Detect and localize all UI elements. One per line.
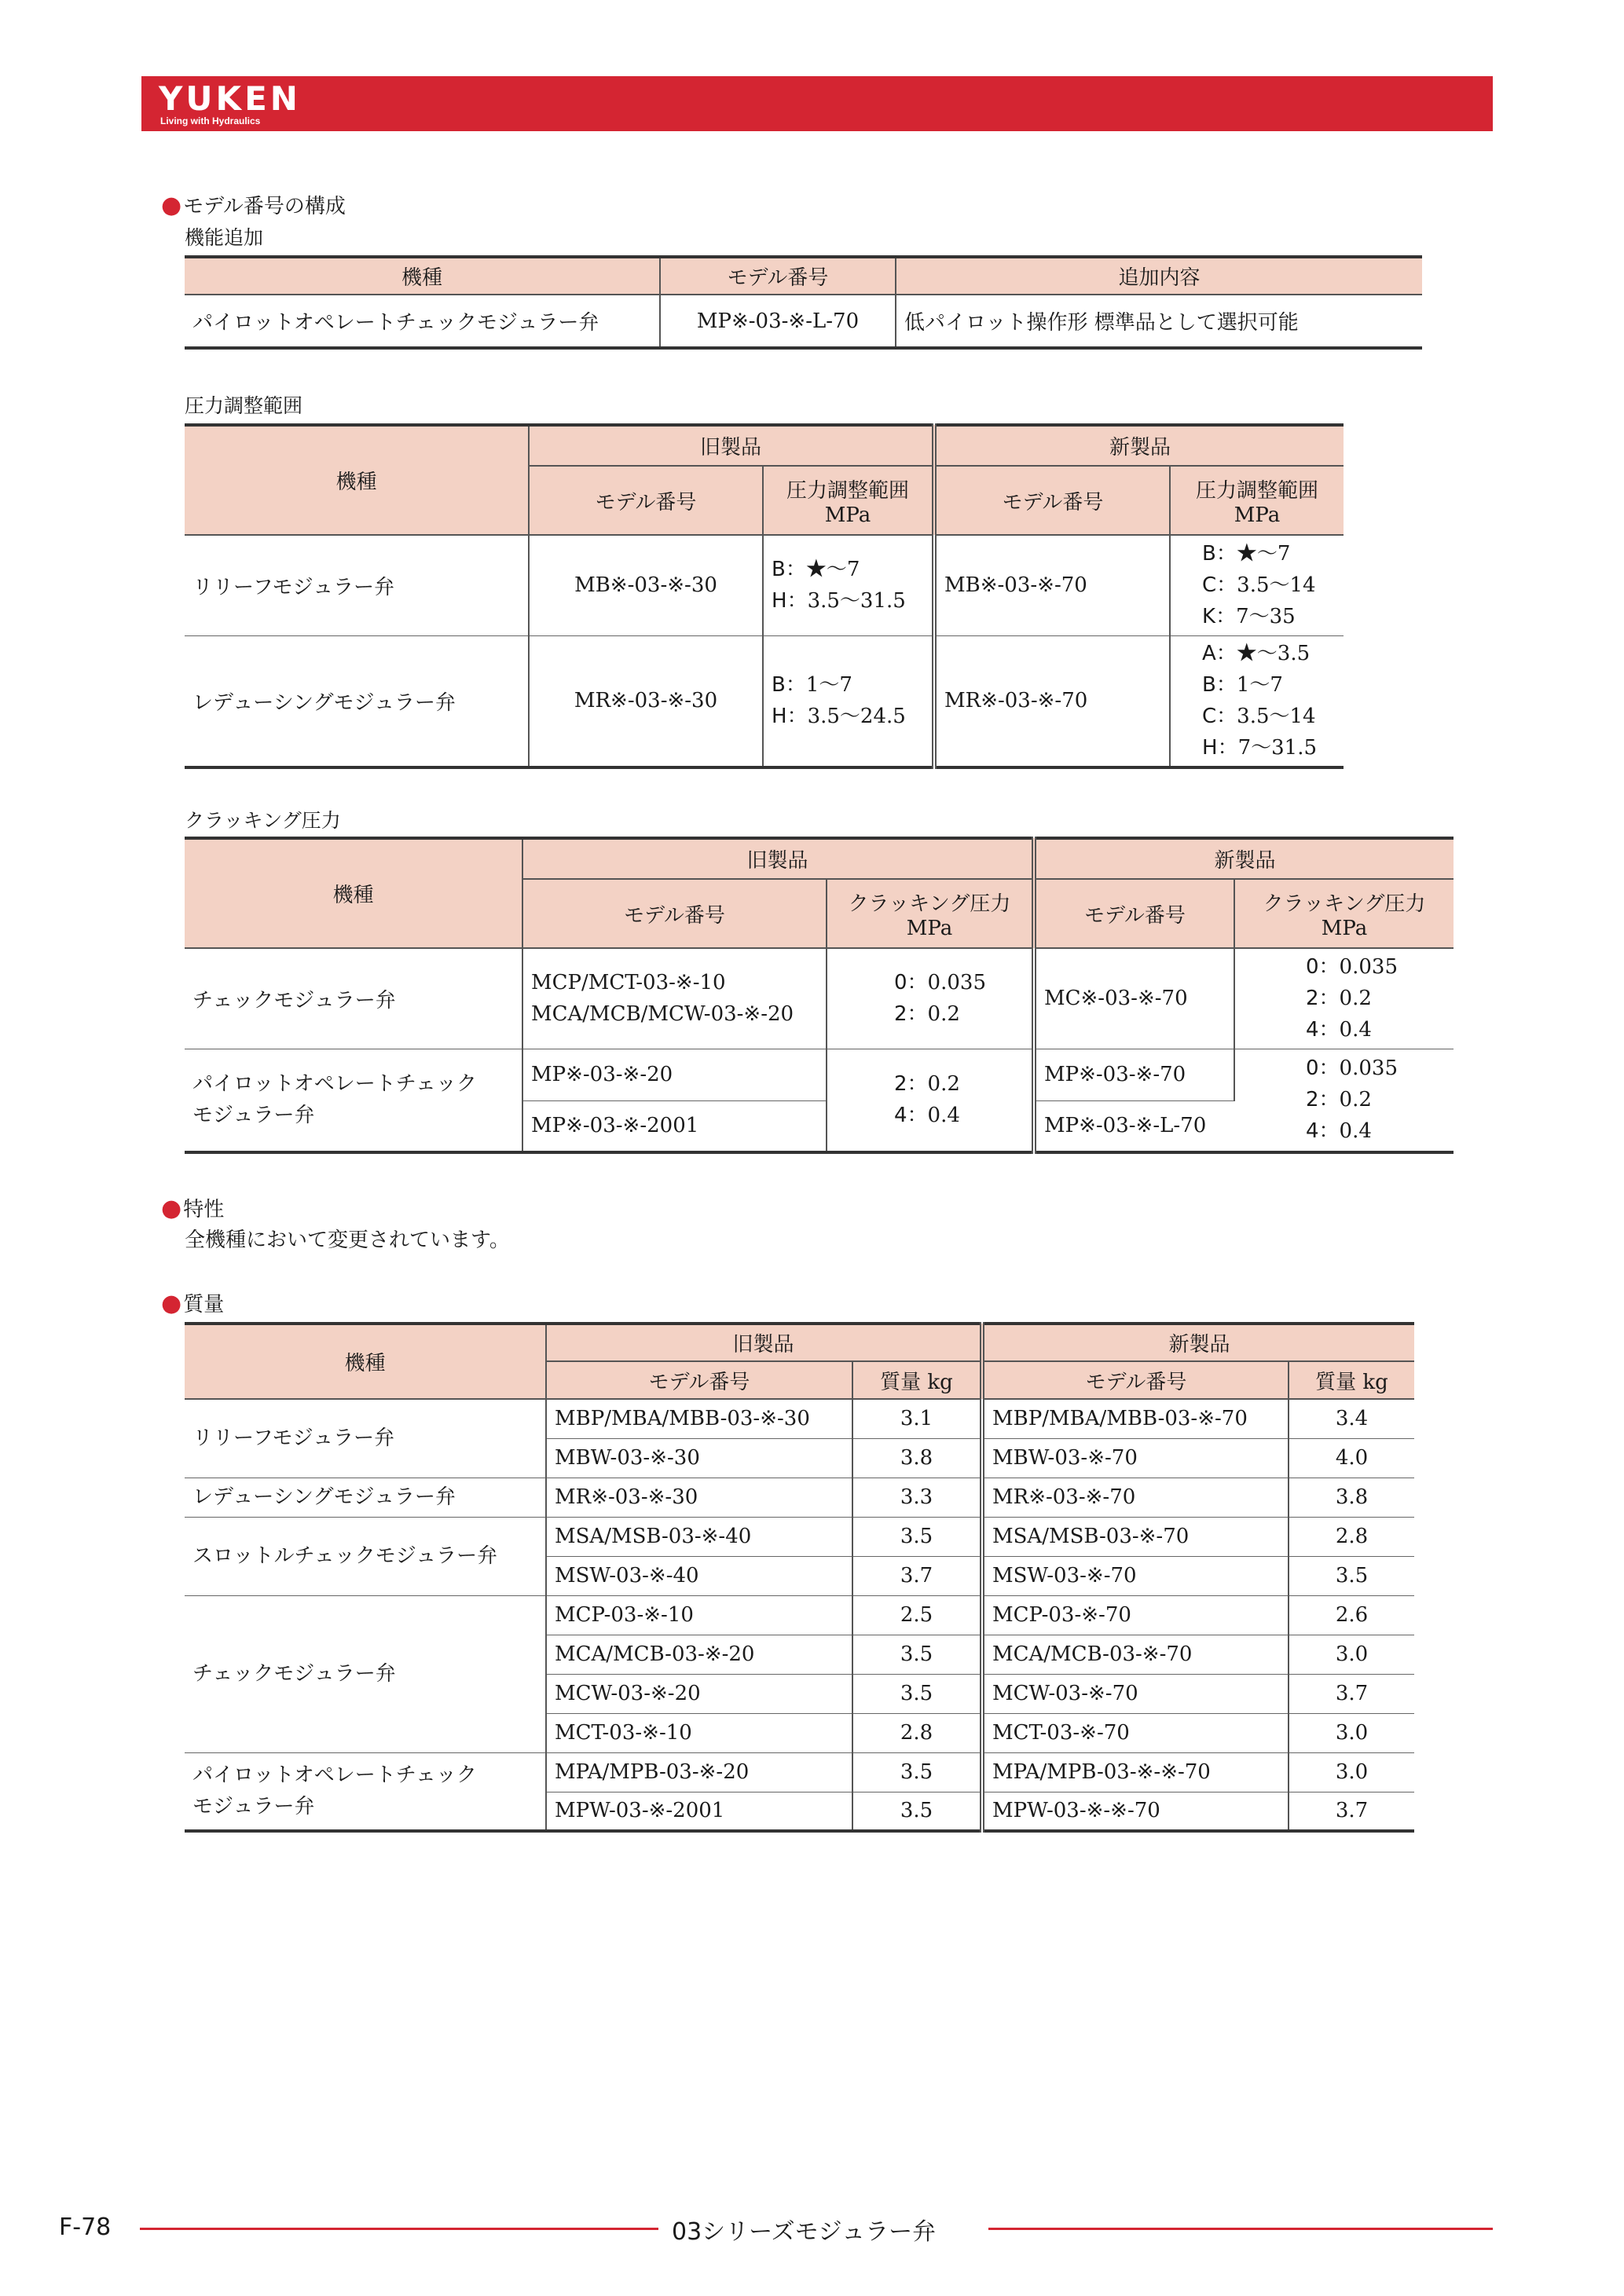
cell-kind: リリーフモジュラー弁 <box>185 1399 546 1478</box>
cell-old-model: MPW-03-※-2001 <box>546 1792 852 1831</box>
cell-new-model: MC※-03-※-70 <box>1034 948 1234 1049</box>
cell-new-model: MR※-03-※-70 <box>982 1478 1289 1517</box>
cell-new-model: MCT-03-※-70 <box>982 1713 1289 1752</box>
function-table <box>185 255 1422 350</box>
bullet-icon: ● <box>161 1290 182 1317</box>
cell-old-range <box>763 635 934 767</box>
range-item: H：7～31.5 <box>1202 736 1317 760</box>
table-row <box>185 1049 1454 1100</box>
cell-new-model: MPW-03-※-※-70 <box>982 1792 1289 1831</box>
range-item: H：3.5～31.5 <box>772 589 906 613</box>
table-row <box>185 635 1344 767</box>
header-old-model: モデル番号 <box>529 466 763 535</box>
cell-old-model: MSW-03-※-40 <box>546 1556 852 1595</box>
cell-new-model: MP※-03-※-L-70 <box>1034 1100 1234 1152</box>
table-row <box>185 1399 1414 1438</box>
cell-new-model: MSW-03-※-70 <box>982 1556 1289 1595</box>
cell-new-model: MR※-03-※-70 <box>934 635 1170 767</box>
pressure-table <box>185 423 1344 769</box>
cell-old-model: MCT-03-※-10 <box>546 1713 852 1752</box>
header-bar <box>141 76 1493 131</box>
cell-old-model: MB※-03-※-30 <box>529 535 763 635</box>
brand-logo: YUKEN <box>159 79 301 118</box>
cell-old-pressure: 2：0.2 4：0.4 <box>827 1049 1034 1152</box>
cell-new-model: MP※-03-※-70 <box>1034 1049 1234 1100</box>
range-item: B：1～7 <box>772 673 852 698</box>
header-new-model: モデル番号 <box>934 466 1170 535</box>
cracking-table <box>185 837 1454 1154</box>
cell-new-mass: 2.6 <box>1289 1595 1414 1635</box>
mass-table <box>185 1322 1414 1833</box>
cell-new-mass: 3.7 <box>1289 1792 1414 1831</box>
cell-new-range <box>1170 635 1344 767</box>
cell-new-mass: 3.0 <box>1289 1752 1414 1792</box>
cell-kind: パイロットオペレートチェック モジュラー弁 <box>185 1752 546 1831</box>
cell-old-model: MCP/MCT-03-※-10 MCA/MCB/MCW-03-※-20 <box>522 948 827 1049</box>
cell-old-model: MPA/MPB-03-※-20 <box>546 1752 852 1792</box>
header-kind: 機種 <box>185 1324 546 1399</box>
cell-old-mass: 3.3 <box>852 1478 982 1517</box>
section-model-structure <box>161 190 346 219</box>
footer-rule-right <box>988 2228 1493 2230</box>
header-new: 新製品 <box>934 425 1344 466</box>
cell-new-mass: 3.8 <box>1289 1478 1414 1517</box>
header-new-mass: 質量 kg <box>1289 1361 1414 1399</box>
cell-new-mass: 2.8 <box>1289 1517 1414 1556</box>
section-mass: ●質量 <box>161 1290 225 1317</box>
table-row <box>185 1595 1414 1635</box>
range-item: B：★～7 <box>1202 542 1291 566</box>
header-old-range: 圧力調整範囲 MPa <box>763 466 934 535</box>
cell-new-mass: 3.4 <box>1289 1399 1414 1438</box>
cell-old-mass: 3.5 <box>852 1752 982 1792</box>
bullet-icon: ● <box>161 192 182 219</box>
cell-new-range <box>1170 535 1344 635</box>
cell-old-mass: 3.8 <box>852 1438 982 1478</box>
cell-old-model: MBP/MBA/MBB-03-※-30 <box>546 1399 852 1438</box>
header-old-model: モデル番号 <box>522 879 827 948</box>
range-item: K：7～35 <box>1202 605 1296 629</box>
cell-old-mass: 3.5 <box>852 1635 982 1674</box>
cell-old-mass: 2.8 <box>852 1713 982 1752</box>
bullet-icon: ● <box>161 1195 182 1222</box>
section-characteristics: ●特性 <box>161 1195 225 1222</box>
cell-kind: チェックモジュラー弁 <box>185 948 522 1049</box>
cell-old-mass: 3.5 <box>852 1792 982 1831</box>
range-item: C：3.5～14 <box>1202 573 1316 598</box>
cell-kind: パイロットオペレートチェック モジュラー弁 <box>185 1049 522 1152</box>
cell-new-pressure: 0：0.035 2：0.2 4：0.4 <box>1234 1049 1454 1152</box>
cell-old-mass: 3.1 <box>852 1399 982 1438</box>
range-item: B：1～7 <box>1202 673 1283 698</box>
header-model: モデル番号 <box>660 257 896 295</box>
cell-kind: スロットルチェックモジュラー弁 <box>185 1517 546 1595</box>
cell-new-mass: 3.0 <box>1289 1713 1414 1752</box>
header-kind: 機種 <box>185 257 660 295</box>
cell-new-model: MCP-03-※-70 <box>982 1595 1289 1635</box>
subsection-cracking: クラッキング圧力 <box>185 809 341 832</box>
cell-kind: リリーフモジュラー弁 <box>185 535 529 635</box>
cell-old-model: MSA/MSB-03-※-40 <box>546 1517 852 1556</box>
header-old: 旧製品 <box>546 1324 982 1361</box>
cell-old-range <box>763 535 934 635</box>
cell-new-model: MPA/MPB-03-※-※-70 <box>982 1752 1289 1792</box>
cell-new-model: MCW-03-※-70 <box>982 1674 1289 1713</box>
header-old-model: モデル番号 <box>546 1361 852 1399</box>
cell-new-mass: 3.5 <box>1289 1556 1414 1595</box>
cell-old-mass: 2.5 <box>852 1595 982 1635</box>
cell-old-model: MP※-03-※-2001 <box>522 1100 827 1152</box>
cell-new-model: MBP/MBA/MBB-03-※-70 <box>982 1399 1289 1438</box>
header-old: 旧製品 <box>522 838 1034 879</box>
cell-kind: レデューシングモジュラー弁 <box>185 635 529 767</box>
cell-kind: レデューシングモジュラー弁 <box>185 1478 546 1517</box>
table-row <box>185 1752 1414 1792</box>
header-new-range: 圧力調整範囲 MPa <box>1170 466 1344 535</box>
footer-rule-left <box>140 2228 658 2230</box>
cell-model: MP※-03-※-L-70 <box>660 295 896 348</box>
header-new-pressure: クラッキング圧力 MPa <box>1234 879 1454 948</box>
subsection-function-add: 機能追加 <box>185 226 264 249</box>
range-item: A：★～3.5 <box>1202 642 1311 666</box>
header-new: 新製品 <box>1034 838 1454 879</box>
cell-new-mass: 4.0 <box>1289 1438 1414 1478</box>
header-new-model: モデル番号 <box>982 1361 1289 1399</box>
cell-kind: パイロットオペレートチェックモジュラー弁 <box>185 295 660 348</box>
table-row <box>185 948 1454 1049</box>
footer-title: 03シリーズモジュラー弁 <box>672 2218 937 2246</box>
table-row <box>185 1517 1414 1556</box>
brand-tagline: Living with Hydraulics <box>160 115 261 126</box>
cell-new-model: MSA/MSB-03-※-70 <box>982 1517 1289 1556</box>
cell-new-mass: 3.0 <box>1289 1635 1414 1674</box>
header-addition: 追加内容 <box>896 257 1422 295</box>
cell-old-model: MR※-03-※-30 <box>546 1478 852 1517</box>
cell-old-model: MCA/MCB-03-※-20 <box>546 1635 852 1674</box>
cell-new-model: MCA/MCB-03-※-70 <box>982 1635 1289 1674</box>
cell-new-pressure: 0：0.035 2：0.2 4：0.4 <box>1234 948 1454 1049</box>
cell-old-mass: 3.5 <box>852 1517 982 1556</box>
table-row <box>185 1478 1414 1517</box>
cell-old-pressure: 0：0.035 2：0.2 <box>827 948 1034 1049</box>
range-item: H：3.5～24.5 <box>772 705 906 729</box>
cell-old-model: MR※-03-※-30 <box>529 635 763 767</box>
cell-old-model: MBW-03-※-30 <box>546 1438 852 1478</box>
header-old: 旧製品 <box>529 425 934 466</box>
header-old-mass: 質量 kg <box>852 1361 982 1399</box>
subsection-pressure-range: 圧力調整範囲 <box>185 394 303 417</box>
cell-kind: チェックモジュラー弁 <box>185 1595 546 1752</box>
header-kind: 機種 <box>185 838 522 948</box>
cell-old-model: MCW-03-※-20 <box>546 1674 852 1713</box>
cell-old-model: MP※-03-※-20 <box>522 1049 827 1100</box>
header-kind: 機種 <box>185 425 529 535</box>
cell-new-model: MBW-03-※-70 <box>982 1438 1289 1478</box>
header-old-pressure: クラッキング圧力 MPa <box>827 879 1034 948</box>
cell-new-model: MB※-03-※-70 <box>934 535 1170 635</box>
cell-addition: 低パイロット操作形 標準品として選択可能 <box>896 295 1422 348</box>
page-number: F-78 <box>59 2214 112 2241</box>
range-item: B：★～7 <box>772 558 860 582</box>
cell-old-model: MCP-03-※-10 <box>546 1595 852 1635</box>
characteristics-text: 全機種において変更されています。 <box>185 1229 510 1252</box>
cell-old-mass: 3.5 <box>852 1674 982 1713</box>
cell-old-mass: 3.7 <box>852 1556 982 1595</box>
range-item: C：3.5～14 <box>1202 705 1316 729</box>
header-new-model: モデル番号 <box>1034 879 1234 948</box>
section-title: モデル番号の構成 <box>183 195 346 218</box>
header-new: 新製品 <box>982 1324 1414 1361</box>
table-row <box>185 535 1344 635</box>
cell-new-mass: 3.7 <box>1289 1674 1414 1713</box>
